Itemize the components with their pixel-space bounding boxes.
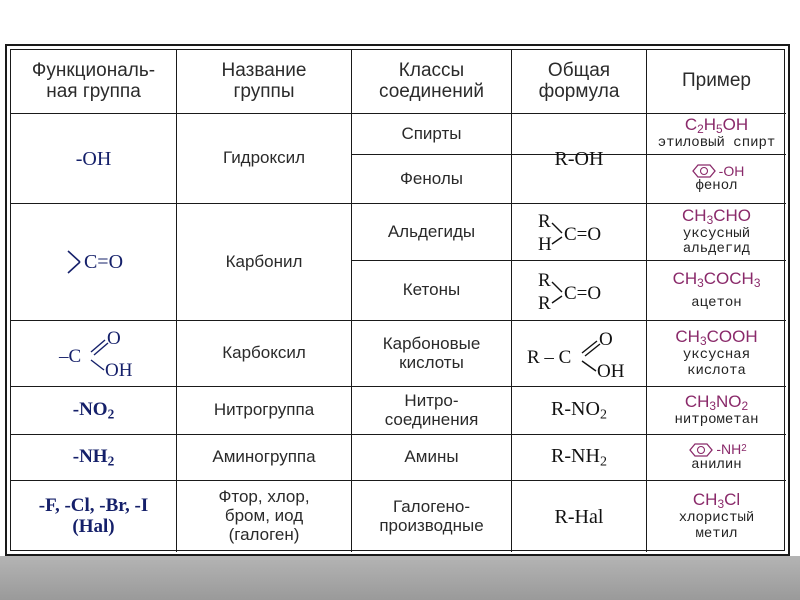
amino-name [177,435,351,480]
halogen-formula-text: R-Hal [554,505,604,528]
nitromethane-formula: $CH_3NO_2$ [684,391,749,413]
aldehyde-formula [512,204,646,260]
carbonyl-name-text: Карбонил [225,251,303,271]
carbonyl-name [177,204,351,320]
carboxyl-example [647,321,786,386]
header-example-label: Пример [681,70,752,92]
carboxyl-formula-structure [519,325,639,383]
carbonyl-class-aldehydes [352,204,511,260]
nitro-classes-line2: соединения [384,409,479,429]
nitro-formula [512,387,646,434]
acetone-name: ацетон [691,294,742,311]
header-functional-group-line2: ная группа [46,80,141,102]
carboxyl-classes-line2: кислоты [399,352,464,372]
acetic-acid-formula: $CH_3COOH$ [675,327,758,349]
methyl-chloride-name-line2: метил [695,525,738,542]
ketone-structure [524,268,634,314]
hydroxyl-name [177,114,351,203]
hydroxyl-example-phenol [647,155,786,203]
halogen-example [647,481,786,552]
header-functional-group [11,50,176,113]
header-group-name-line2: группы [233,80,295,102]
amino-formula-text: $R-NH_2$ [551,445,607,470]
slide-bottom-bar [0,556,800,600]
amino-formula [512,435,646,480]
amino-classes [352,435,511,480]
acetaldehyde-name-line1: уксусный [682,225,751,242]
halogen-formula [512,481,646,552]
nitro-formula-text: $R-NO_2$ [551,398,607,423]
amino-group [11,435,176,480]
header-classes-line2: соединений [379,80,484,102]
nitro-name [177,387,351,434]
aniline-name: анилин [691,456,742,473]
amino-example [647,435,786,480]
halogen-group-line1: -F, -Cl, -Br, -I [38,494,149,516]
nitro-classes-line1: Нитро- [404,390,459,410]
halogen-name-line1: Фтор, хлор, [218,487,310,507]
hydroxyl-name-text: Гидроксил [222,148,306,168]
amino-group-text: $-NH_2$ [72,445,115,468]
methyl-chloride-formula: $CH_3Cl$ [692,490,741,512]
methyl-chloride-name-line1: хлористый [678,510,755,527]
header-formula [512,50,646,113]
header-group-name [177,50,351,113]
hydroxyl-group [11,114,176,203]
halogen-name [177,481,351,552]
acetic-acid-name-line2: кислота [687,362,746,379]
nitro-group [11,387,176,434]
halogen-classes-line2: производные [379,515,484,535]
hydroxyl-class-phenols-text: Фенолы [400,168,463,188]
aldehyde-structure [524,209,634,255]
phenol-name: фенол [695,178,738,195]
amino-classes-text: Амины [404,447,459,467]
hydroxyl-example-ethanol [647,114,786,154]
halogen-group [11,481,176,552]
carboxyl-group-structure [39,326,149,382]
carboxyl-formula-o: O [599,328,613,350]
carboxyl-formula-rc: R – C [527,346,572,368]
carboxyl-name [177,321,351,386]
aldehyde-r: R [538,211,551,232]
carboxyl-group-c: –C [58,345,81,367]
aldehyde-co: C=O [564,224,602,245]
carbonyl-group [11,204,176,320]
nitro-group-text: $-NO_2$ [72,398,115,421]
header-formula-line2: формула [538,80,620,102]
carbonyl-bond-icon [64,247,84,277]
hydroxyl-class-alcohols [352,114,511,154]
aniline-formula: -NH 2 [686,442,746,458]
halogen-name-line3: (галоген) [228,524,300,544]
carboxyl-formula [512,321,646,386]
nitromethane-name: нитрометан [674,411,759,428]
halogen-name-line2: бром, иод [224,506,304,526]
header-functional-group-line1: Функциональ- [31,59,156,81]
ketone-r2: R [538,292,551,314]
acetaldehyde-formula: $CH_3CHO$ [682,205,751,227]
acetaldehyde-name-line2: альдегид [682,241,751,258]
header-classes-line1: Классы [398,59,465,81]
acetone-formula: $CH_3COCH_3$ [672,268,761,290]
hydroxyl-class-alcohols-text: Спирты [401,123,462,143]
halogen-group-line2: (Hal) [72,515,115,537]
benzene-ring-icon [689,163,719,179]
aldehyde-h: H [538,234,552,255]
ethanol-formula: $C_2H_5OH$ [684,115,749,137]
ketone-r1: R [538,269,551,291]
header-classes [352,50,511,113]
acetic-acid-name-line1: уксусная [682,347,751,364]
carboxyl-group-o: O [106,327,121,349]
nitro-example [647,387,786,434]
ketone-co: C=O [564,282,602,304]
halogen-classes-line1: Галогено- [392,496,471,516]
carboxyl-formula-oh: OH [597,360,625,382]
halogen-classes [352,481,511,552]
carbonyl-class-aldehydes-text: Альдегиды [387,221,476,241]
table-inner-border [10,49,785,551]
carboxyl-group-oh: OH [104,359,132,381]
benzene-ring-icon [686,442,716,458]
carbonyl-group-text: C=O [83,251,124,273]
carboxyl-classes [352,321,511,386]
hydroxyl-formula [512,114,646,203]
carbonyl-example-acetone [647,261,786,320]
header-formula-line1: Общая [547,59,611,81]
carboxyl-name-text: Карбоксил [222,343,306,363]
ketone-formula [512,261,646,320]
header-example [647,50,786,113]
carbonyl-class-ketones-text: Кетоны [402,280,461,300]
hydroxyl-class-phenols [352,155,511,203]
hydroxyl-formula-text: R-OH [554,147,604,170]
carbonyl-example-acetaldehyde [647,204,786,260]
ethanol-name: этиловый спирт [657,135,776,152]
amino-name-text: Аминогруппа [212,447,316,467]
carbonyl-class-ketones [352,261,511,320]
hydroxyl-group-text: -OH [75,147,112,170]
carboxyl-classes-line1: Карбоновые [382,333,481,353]
carboxyl-group [11,321,176,386]
nitro-classes [352,387,511,434]
phenol-formula: -OH [689,163,745,179]
header-group-name-line1: Название [221,59,307,81]
nitro-name-text: Нитрогруппа [213,400,315,420]
reference-table [5,44,790,556]
